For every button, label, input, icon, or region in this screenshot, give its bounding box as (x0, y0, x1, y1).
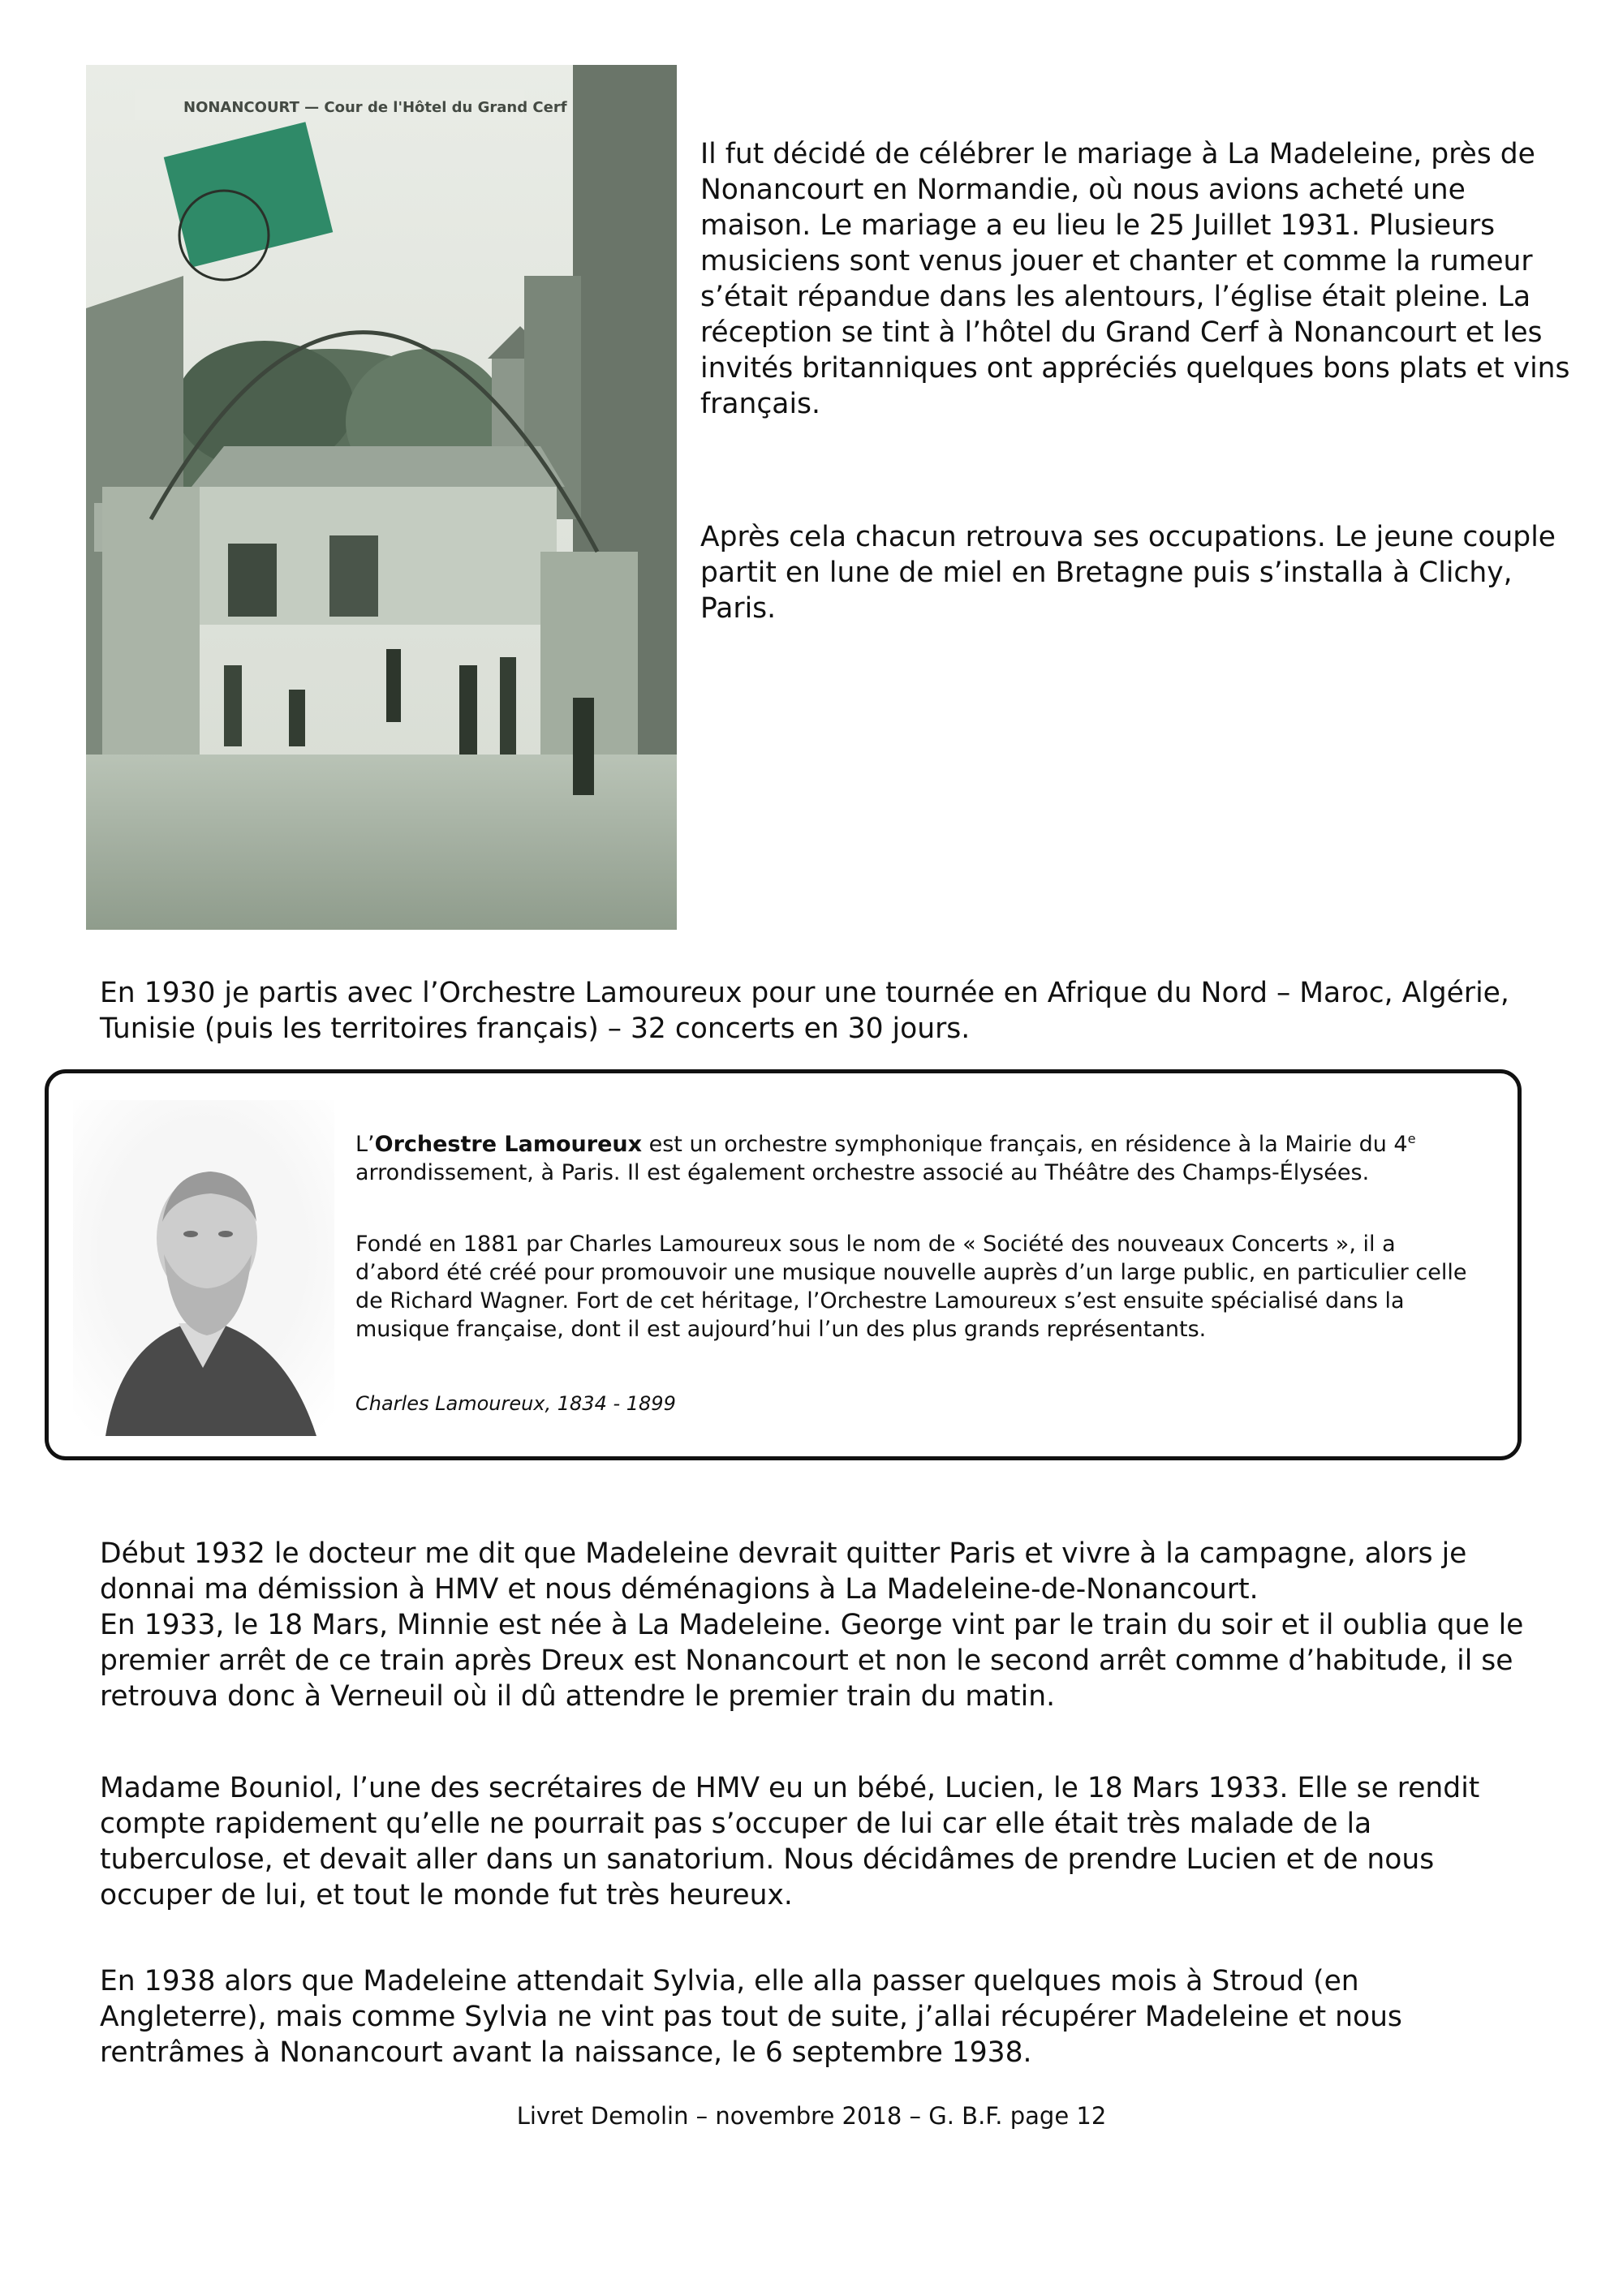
orchestre-description (355, 1130, 1483, 1187)
desc-middle: est un orchestre symphonique français, en résidence à la Mairie du 4 (642, 1132, 1408, 1157)
wedding-paragraph: Il fut décidé de célébrer le mariage à La Madeleine, près de Nonancourt en Normandie, où nous avions acheté une maison. Le mariage a eu lieu le 25 Juillet 1931. Plusieurs musiciens sont venus jouer et chanter et comme la rumeur s’était répandue dans les alentours, l’église était pleine. La réception se tint à l’hôtel du Grand Cerf à Nonancourt et les invités britanniques ont appréciés quelques bons plats et vins français. (700, 138, 1570, 420)
lamoureux-portrait (73, 1100, 334, 1436)
postcard-illustration (86, 65, 677, 930)
orchestre-history: Fondé en 1881 par Charles Lamoureux sous le nom de « Société des nouveaux Concerts », il a d’abord été créé pour promouvoir une musique nouvelle auprès d’un large public, en particulier celle de Richard Wagner. Fort de cet héritage, l’Orchestre Lamoureux s’est ensuite spécialisé dans la musique française, dont il est aujourd’hui l’un des plus grands représentants. (355, 1232, 1467, 1342)
debut-1932-block (100, 1536, 1532, 1714)
postcard-photo (86, 65, 677, 930)
minnie-birth-paragraph: En 1933, le 18 Mars, Minnie est née à La Madeleine. George vint par le train du soir et il oublia que le premier arrêt de ce train après Dreux est Nonancourt et non le second arrêt comme d’habitude, il se retrouva donc à Verneuil où il dû attendre le premier train du matin. (100, 1609, 1524, 1713)
orchestre-info-box (45, 1069, 1522, 1460)
desc-prefix: L’ (355, 1132, 375, 1157)
ordinal-suffix: e (1407, 1131, 1416, 1146)
portrait-illustration (73, 1100, 334, 1436)
debut-1932-paragraph: Début 1932 le docteur me dit que Madeleine devrait quitter Paris et vivre à la campagne, alors je donnai ma démission à HMV et nous déménagions à La Madeleine-de-Nonancourt. (100, 1537, 1467, 1606)
tour-paragraph: En 1930 je partis avec l’Orchestre Lamoureux pour une tournée en Afrique du Nord – Maroc, Algérie, Tunisie (puis les territoires français) – 32 concerts en 30 jours. (100, 977, 1509, 1045)
orchestre-name: Orchestre Lamoureux (374, 1132, 643, 1157)
page-footer: Livret Demolin – novembre 2018 – G. B.F. page 12 (516, 2102, 1107, 2130)
desc-end: arrondissement, à Paris. Il est également orchestre associé au Théâtre des Champs-Élysées. (355, 1160, 1370, 1185)
portrait-caption: Charles Lamoureux, 1834 - 1899 (355, 1392, 676, 1415)
postcard-caption: NONANCOURT — Cour de l'Hôtel du Grand Cerf (183, 99, 567, 116)
bouniol-paragraph: Madame Bouniol, l’une des secrétaires de HMV eu un bébé, Lucien, le 18 Mars 1933. Elle se rendit compte rapidement qu’elle ne pourrait pas s’occuper de lui car elle était très malade de la tuberculose, et devait aller dans un sanatorium. Nous décidâmes de prendre Lucien et de nous occuper de lui, et tout le monde fut très heureux. (100, 1772, 1480, 1911)
honeymoon-paragraph: Après cela chacun retrouva ses occupations. Le jeune couple partit en lune de miel en Bretagne puis s’installa à Clichy, Paris. (700, 521, 1556, 625)
sylvia-paragraph: En 1938 alors que Madeleine attendait Sylvia, elle alla passer quelques mois à Stroud (en Angleterre), mais comme Sylvia ne vint pas tout de suite, j’allai récupérer Madeleine et nous rentrâmes à Nonancourt avant la naissance, le 6 septembre 1938. (100, 1965, 1402, 2069)
